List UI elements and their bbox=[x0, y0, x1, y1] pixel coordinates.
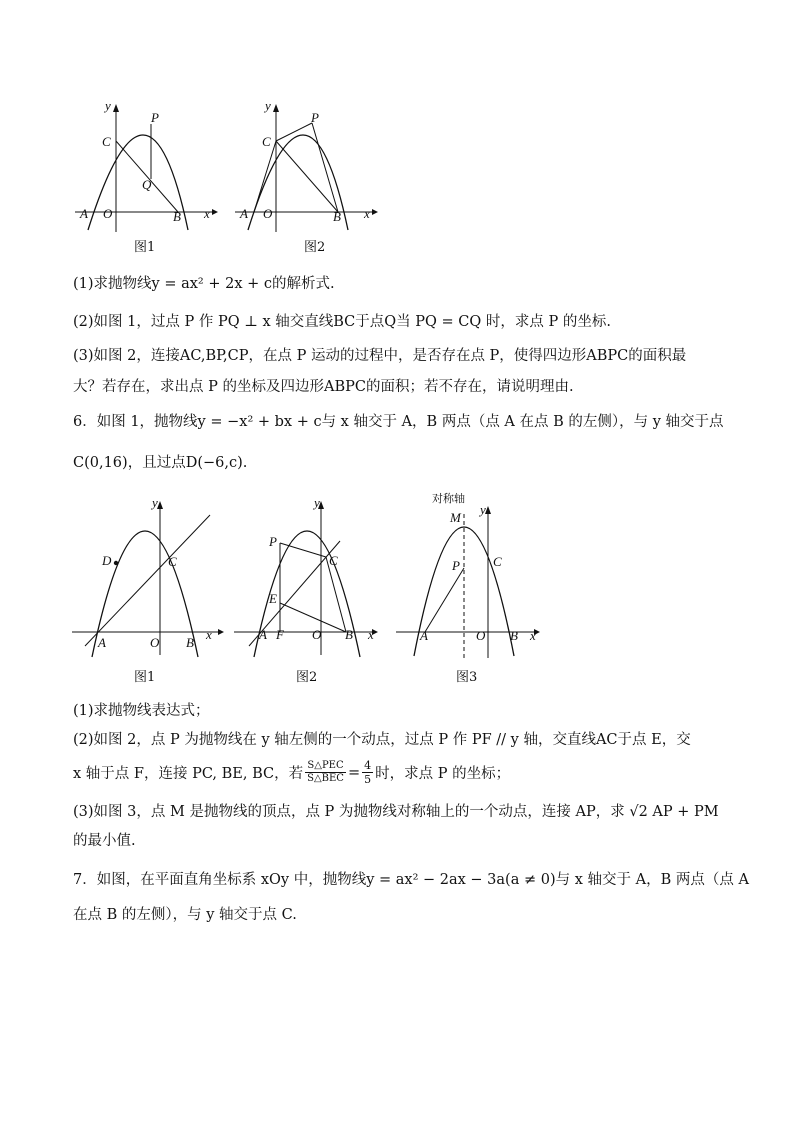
x-axis-label: x bbox=[206, 627, 212, 642]
x-axis-label: x bbox=[204, 206, 210, 221]
axis-of-symmetry-label: 对称轴 bbox=[432, 492, 465, 505]
q6-part2-line2-text-a: x 轴于点 F，连接 PC, BE, BC，若 bbox=[73, 766, 304, 782]
point-c-label: C bbox=[102, 134, 111, 149]
point-a-label: A bbox=[80, 206, 88, 221]
y-axis-label: y bbox=[480, 502, 486, 517]
q5-part2: (2)如图 1，过点 P 作 PQ ⊥ x 轴交直线BC于点Q当 PQ = CQ 时，求点 P 的坐标. bbox=[73, 314, 611, 330]
x-axis-label: x bbox=[364, 206, 370, 221]
top-figure-1 bbox=[70, 100, 220, 240]
q5-part3-line1: (3)如图 2，连接AC,BP,CP，在点 P 运动的过程中，是否存在点 P，使得四边形ABPC的面积最 bbox=[73, 348, 687, 364]
q6-figure-1-caption: 图1 bbox=[134, 670, 156, 685]
point-a-label: A bbox=[98, 635, 106, 650]
point-a-label: A bbox=[240, 206, 248, 221]
x-axis-label: x bbox=[530, 628, 536, 643]
q6-figure-2 bbox=[232, 495, 387, 665]
q6-part2-line2-text-b: 时，求点 P 的坐标； bbox=[375, 766, 511, 782]
ratio-value-denominator: 5 bbox=[364, 773, 372, 786]
top-figure-2-caption: 图2 bbox=[304, 240, 326, 255]
point-p-label: P bbox=[151, 110, 159, 125]
q5-part3-line2: 大？若存在，求出点 P 的坐标及四边形ABPC的面积；若不存在，请说明理由. bbox=[73, 379, 574, 395]
origin-label: O bbox=[150, 635, 160, 650]
q7-line1: 7．如图，在平面直角坐标系 xOy 中，抛物线y = ax² − 2ax − 3a(a ≠ 0)与 x 轴交于 A，B 两点（点 A bbox=[73, 872, 749, 888]
point-b-label: B bbox=[186, 635, 194, 650]
point-q-label: Q bbox=[142, 177, 152, 192]
point-c-label: C bbox=[329, 553, 338, 568]
point-c-label: C bbox=[262, 134, 271, 149]
point-c-label: C bbox=[493, 554, 502, 569]
q6-part3-line1: (3)如图 3，点 M 是抛物线的顶点，点 P 为抛物线对称轴上的一个动点，连接 AP，求 √2 AP + PM bbox=[73, 804, 719, 820]
point-a-label: A bbox=[259, 627, 267, 642]
point-b-label: B bbox=[333, 209, 341, 224]
q6-figure-3 bbox=[394, 478, 549, 668]
point-d-label: D bbox=[102, 553, 112, 568]
origin-label: O bbox=[263, 206, 273, 221]
area-ratio-numerator: S△PEC bbox=[307, 760, 344, 771]
y-axis-label: y bbox=[314, 495, 320, 510]
ratio-value-numerator: 4 bbox=[364, 759, 372, 772]
origin-label: O bbox=[103, 206, 113, 221]
point-f-label: F bbox=[276, 627, 284, 642]
point-a-label: A bbox=[420, 628, 428, 643]
y-axis-label: y bbox=[152, 495, 158, 510]
top-figure-1-caption: 图1 bbox=[134, 240, 156, 255]
q6-figure-3-caption: 图3 bbox=[456, 670, 478, 685]
y-axis-label: y bbox=[105, 98, 111, 113]
q6-part2-line1: (2)如图 2，点 P 为抛物线在 y 轴左侧的一个动点，过点 P 作 PF // y 轴，交直线AC于点 E，交 bbox=[73, 732, 691, 748]
area-ratio-fraction bbox=[305, 760, 346, 785]
q6-line1: 6．如图 1，抛物线y = −x² + bx + c与 x 轴交于 A，B 两点（点 A 在点 B 的左侧），与 y 轴交于点 bbox=[73, 414, 724, 430]
q6-part3-line2: 的最小值. bbox=[73, 833, 136, 849]
point-p-label: P bbox=[269, 534, 277, 549]
q6-part2-line2 bbox=[73, 759, 510, 786]
point-b-label: B bbox=[345, 627, 353, 642]
q6-line2: C(0,16)，且过点D(−6,c). bbox=[73, 455, 248, 471]
point-m-label: M bbox=[450, 510, 461, 525]
ratio-value-fraction bbox=[362, 759, 373, 786]
x-axis-label: x bbox=[368, 627, 374, 642]
q6-figure-2-caption: 图2 bbox=[296, 670, 318, 685]
origin-label: O bbox=[312, 627, 322, 642]
origin-label: O bbox=[476, 628, 486, 643]
point-b-label: B bbox=[173, 209, 181, 224]
q7-line2: 在点 B 的左侧），与 y 轴交于点 C. bbox=[73, 907, 297, 923]
q6-figure-1 bbox=[70, 495, 225, 665]
point-p-label: P bbox=[311, 110, 319, 125]
point-b-label: B bbox=[510, 628, 518, 643]
point-e-label: E bbox=[269, 591, 277, 606]
equals-sign: = bbox=[347, 764, 361, 781]
point-c-label: C bbox=[168, 554, 177, 569]
top-figure-2 bbox=[230, 100, 380, 240]
q6-part1: (1)求抛物线表达式； bbox=[73, 703, 210, 719]
q5-part1: (1)求抛物线y = ax² + 2x + c的解析式. bbox=[73, 276, 335, 292]
area-ratio-denominator: S△BEC bbox=[307, 773, 344, 784]
point-p-label: P bbox=[452, 558, 460, 573]
y-axis-label: y bbox=[265, 98, 271, 113]
